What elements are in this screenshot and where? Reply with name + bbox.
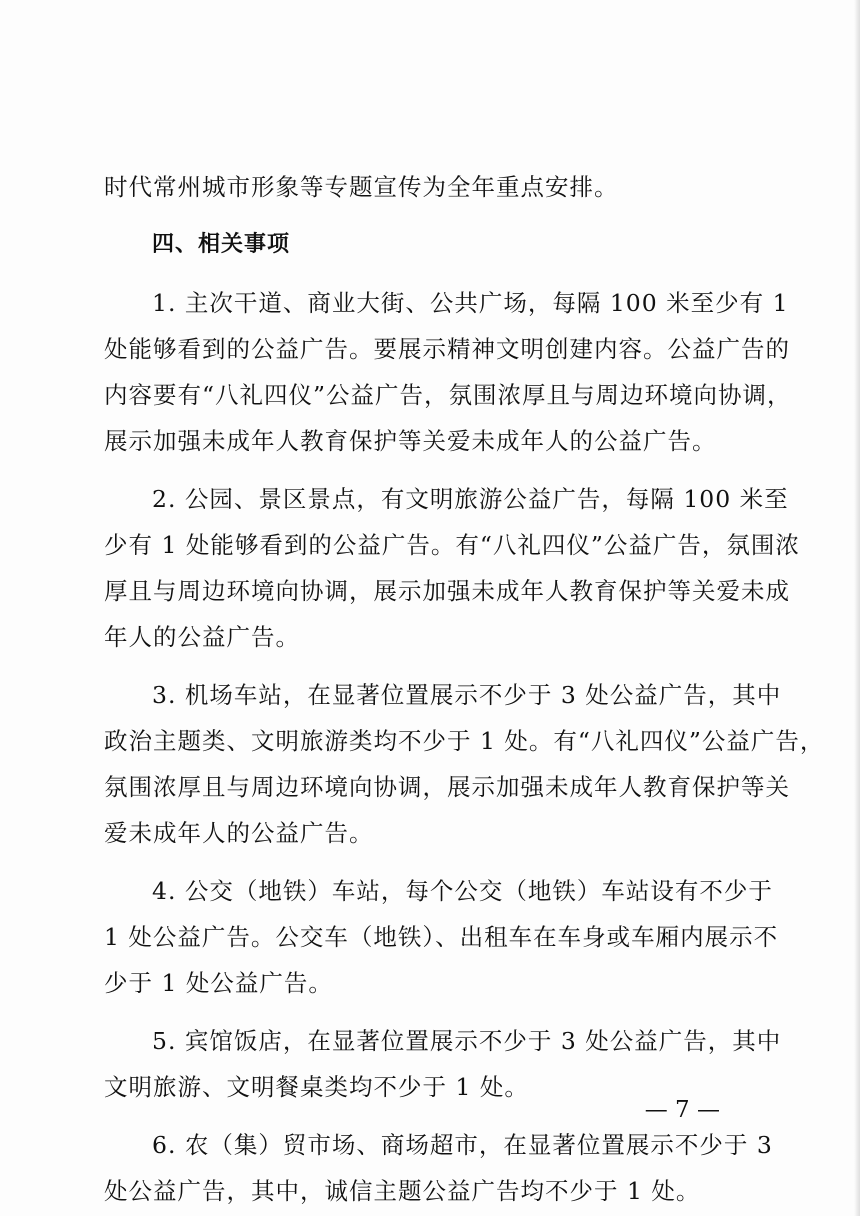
text-line: 政治主题类、文明旅游类均不少于 1 处。有“八礼四仪”公益广告， <box>104 727 825 755</box>
paragraph-gap <box>104 464 754 476</box>
text-line: 少有 1 处能够看到的公益广告。有“八礼四仪”公益广告，氛围浓 <box>104 531 800 559</box>
text-line: 1. 主次干道、商业大街、公共广场，每隔 100 米至少有 1 <box>152 289 789 317</box>
text-line: 展示加强未成年人教育保护等关爱未成年人的公益广告。 <box>104 427 717 455</box>
paragraph-gap <box>104 856 754 868</box>
text-line: 6. 农（集）贸市场、商场超市，在显著位置展示不少于 3 <box>152 1131 773 1159</box>
text-line: 处能够看到的公益广告。要展示精神文明创建内容。公益广告的 <box>104 335 790 363</box>
text-line: 3. 机场车站，在显著位置展示不少于 3 处公益广告，其中 <box>152 681 782 709</box>
text-line: 氛围浓厚且与周边环境向协调，展示加强未成年人教育保护等关 <box>104 773 790 801</box>
text-line: 5. 宾馆饭店，在显著位置展示不少于 3 处公益广告，其中 <box>152 1027 782 1055</box>
text-line: 年人的公益广告。 <box>104 623 300 651</box>
paragraph-gap <box>104 1006 754 1018</box>
text-line: 厚且与周边环境向协调，展示加强未成年人教育保护等关爱未成 <box>104 577 790 605</box>
text-line: 文明旅游、文明餐桌类均不少于 1 处。 <box>104 1073 529 1101</box>
text-line: 处公益广告，其中，诚信主题公益广告均不少于 1 处。 <box>104 1177 701 1205</box>
text-line: 爱未成年人的公益广告。 <box>104 819 374 847</box>
text-line: 时代常州城市形象等专题宣传为全年重点安排。 <box>104 173 619 201</box>
page-number: — 7 — <box>644 1097 720 1123</box>
text-line: 少于 1 处公益广告。 <box>104 969 333 997</box>
paragraph-gap <box>104 210 754 222</box>
text-line: 1 处公益广告。公交车（地铁）、出租车在车身或车厢内展示不 <box>104 923 779 951</box>
paragraph-gap <box>104 268 754 280</box>
text-line: 内容要有“八礼四仪”公益广告，氛围浓厚且与周边环境向协调， <box>104 381 792 409</box>
page-edge-shadow <box>854 0 860 1216</box>
text-line: 4. 公交（地铁）车站，每个公交（地铁）车站设有不少于 <box>152 877 773 905</box>
text-line: 2. 公园、景区景点，有文明旅游公益广告，每隔 100 米至 <box>152 485 789 513</box>
document-body <box>104 164 825 1214</box>
section-heading: 四、相关事项 <box>152 232 291 257</box>
paragraph-gap <box>104 660 754 672</box>
